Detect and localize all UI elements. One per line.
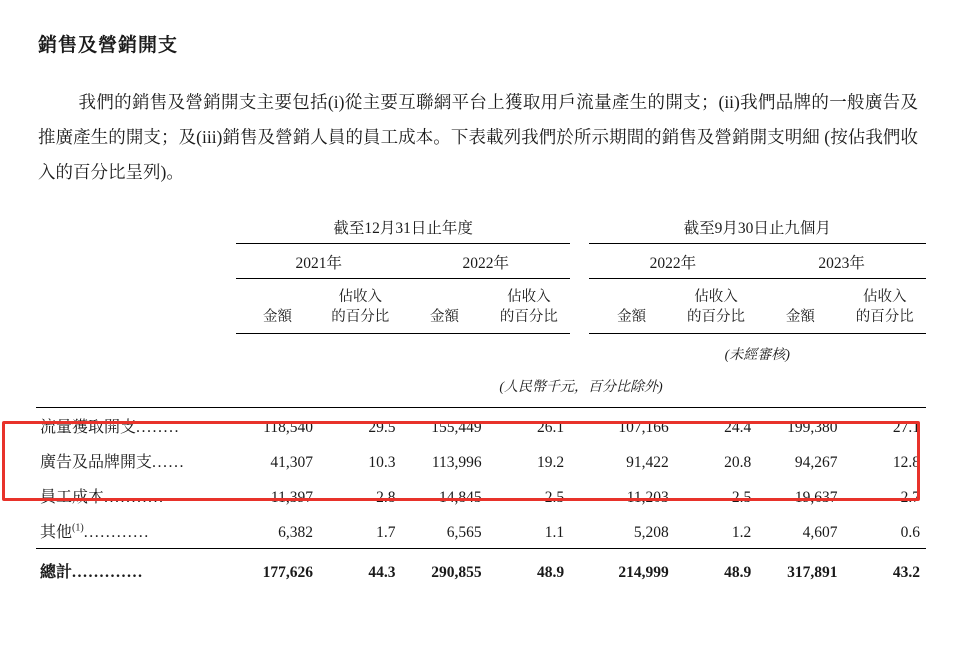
- cell-value: 290,855: [431, 564, 482, 582]
- sub-header-line1: 佔收入: [694, 289, 738, 305]
- year-header-2022-annual: 2022年: [401, 244, 570, 279]
- cell-value: 214,999: [618, 564, 669, 582]
- cell-value: 4,607: [802, 524, 838, 542]
- cell-value: 177,626: [262, 564, 313, 582]
- sub-header-line1: 金額: [617, 308, 647, 325]
- sub-header-amount-2023-nine: [757, 279, 843, 334]
- cell-value: 19.2: [536, 454, 565, 472]
- sub-header-line2: 的百分比: [855, 308, 914, 325]
- table-unit-note-row: [36, 368, 926, 406]
- cell-value: 2.8: [376, 489, 396, 507]
- row-label-text: 員工成本: [40, 489, 105, 507]
- table-row: [36, 443, 926, 478]
- sub-header-line1: 佔收入: [507, 289, 551, 305]
- cell-value: 20.8: [724, 454, 752, 472]
- table-row: [36, 478, 926, 513]
- cell-value: 94,267: [794, 454, 838, 472]
- table-group-header-row: [36, 216, 926, 244]
- sub-header-line1: 金額: [263, 308, 293, 325]
- row-label-dots: .............: [72, 564, 144, 582]
- row-label-total: [36, 550, 236, 588]
- row-label-dots: ........: [136, 419, 181, 437]
- cell-value: 44.3: [368, 564, 396, 582]
- paragraph-text: 我們的銷售及營銷開支主要包括(i)從主要互聯網平台上獲取用戶流量產生的開支；(ii)我們品牌的一般廣告及推廣產生的開支；及(iii)銷售及營銷人員的員工成本。下表載列我們於所示期間的銷售及營銷開支明細 (按佔我們收入的百分比呈列)。: [38, 92, 918, 182]
- row-label-advertising-brand: [36, 443, 236, 478]
- cell-value: 6,382: [278, 524, 313, 542]
- sub-header-line2: 的百分比: [331, 308, 390, 325]
- sub-header-line1: 佔收入: [862, 289, 907, 305]
- page-title: 銷售及營銷開支: [38, 35, 179, 56]
- sub-header-percent-2023-nine: [843, 279, 926, 334]
- cell-value: 14,845: [439, 489, 482, 507]
- cell-value: 11,203: [626, 489, 669, 507]
- cell-value: 29.5: [368, 419, 396, 437]
- sub-header-percent-2021: [319, 279, 401, 334]
- cell-value: 107,166: [618, 419, 669, 437]
- table-year-header-row: [36, 244, 926, 279]
- cell-value: 113,996: [431, 454, 482, 472]
- table-row: [36, 408, 926, 444]
- cell-value: 2.5: [544, 489, 565, 507]
- cell-value: 11,397: [270, 489, 313, 507]
- cell-value: 2.7: [900, 489, 920, 507]
- sub-header-amount-2021: [236, 279, 319, 334]
- sub-header-amount-2022-nine: [589, 279, 675, 334]
- cell-value: 10.3: [368, 454, 396, 472]
- row-label-traffic-acquisition: [36, 408, 236, 444]
- cell-value: 41,307: [270, 454, 313, 472]
- year-header-2021: 2021年: [236, 244, 401, 279]
- row-label-dots: ............: [83, 524, 150, 542]
- row-label-dots: ......: [152, 454, 186, 472]
- year-header-2023-nine: 2023年: [757, 244, 926, 279]
- cell-value: 5,208: [633, 524, 669, 542]
- row-label-dots: ...........: [104, 489, 165, 507]
- row-label-others: [36, 513, 236, 549]
- cell-value: 155,449: [431, 419, 482, 437]
- sub-header-line2: 的百分比: [499, 308, 558, 325]
- sub-header-amount-2022: [401, 279, 487, 334]
- row-label-text: 廣告及品牌開支: [40, 454, 153, 472]
- cell-value: 0.6: [900, 524, 920, 542]
- sub-header-line2: 的百分比: [686, 308, 745, 325]
- cell-value: 1.1: [544, 524, 565, 542]
- cell-value: 91,422: [626, 454, 669, 472]
- sub-header-percent-2022-nine: [675, 279, 757, 334]
- cell-value: 2.5: [731, 489, 752, 507]
- body-paragraph: [36, 85, 926, 190]
- table-total-row: [36, 550, 926, 588]
- cell-value: 26.1: [536, 419, 565, 437]
- financial-table: [36, 216, 926, 588]
- row-label-text: 流量獲取開支: [40, 419, 137, 437]
- table-sub-header-row: [36, 279, 926, 334]
- cell-value: 24.4: [724, 419, 752, 437]
- row-label-footnote: (1): [72, 522, 84, 534]
- cell-value: 27.1: [892, 419, 920, 437]
- unit-note: (人民幣千元，百分比除外): [499, 380, 663, 396]
- cell-value: 118,540: [263, 419, 313, 437]
- row-label-text: 其他: [40, 524, 73, 542]
- table-unaudited-note-row: [36, 334, 926, 369]
- cell-value: 1.2: [731, 524, 752, 542]
- cell-value: 199,380: [787, 419, 838, 437]
- cell-value: 12.8: [892, 454, 920, 472]
- cell-value: 1.7: [376, 524, 396, 542]
- cell-value: 6,565: [446, 524, 482, 542]
- cell-value: 19,637: [794, 489, 838, 507]
- cell-value: 43.2: [892, 564, 920, 582]
- row-label-text: 總計: [40, 564, 73, 582]
- unaudited-note: (未經審核): [724, 348, 790, 364]
- sub-header-line1: 金額: [430, 308, 460, 325]
- sub-header-percent-2022: [488, 279, 570, 334]
- cell-value: 317,891: [787, 564, 838, 582]
- table-row: [36, 513, 926, 549]
- cell-value: 48.9: [724, 564, 752, 582]
- sub-header-line1: 佔收入: [338, 289, 382, 305]
- sub-header-line1: 金額: [785, 308, 815, 325]
- group-header-ninemonths: 截至9月30日止九個月: [589, 216, 926, 244]
- group-header-annual: 截至12月31日止年度: [236, 216, 570, 244]
- cell-value: 48.9: [536, 564, 565, 582]
- year-header-2022-nine: 2022年: [589, 244, 758, 279]
- row-label-staff-cost: [36, 478, 236, 513]
